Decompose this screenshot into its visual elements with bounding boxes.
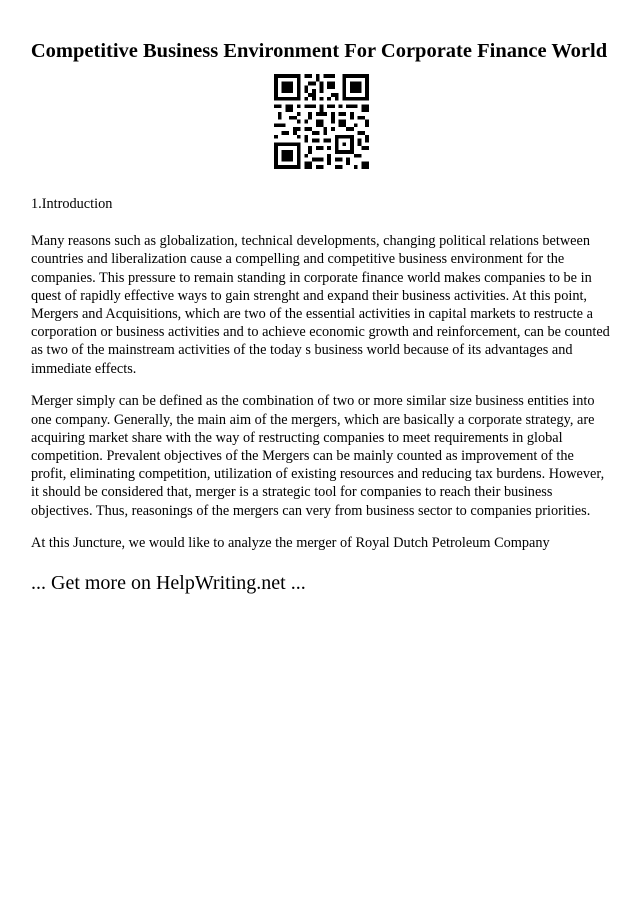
- paragraph-3: At this Juncture, we would like to analyze the merger of Royal Dutch Petroleum Company: [31, 535, 550, 552]
- qr-code-icon: [274, 74, 369, 169]
- get-more-link[interactable]: ... Get more on HelpWriting.net ...: [31, 572, 306, 594]
- paragraph-2: Merger simply can be defined as the combination of two or more similar size business entities into one company. Generally, the main aim of the mergers, which are basically a corporate strategy, are acquiring market share with the way of restructing companies to meet requirements in global competition. Prevalent objectives of the Mergers can be mainly counted as improvement of the profit, eliminating competition, utilization of existing resources and reducing tax burdens. However, it should be considered that, merger is a strategic tool for companies to reach their business objectives. Thus, reasonings of the mergers can very from business sector to companies priorities.: [31, 393, 605, 519]
- section-heading: 1.Introduction: [31, 196, 113, 212]
- document-body: [31, 195, 611, 552]
- paragraph-1: Many reasons such as globalization, technical developments, changing political relations between countries and liberalization cause a compelling and competitive business environment for the companies. This pressure to remain standing in corporate finance world makes companies to be in quest of rapidly effective ways to gain strenght and expand their business activities. At this point, Mergers and Acquisitions, which are two of the essential activities in capital markets to restructe a corporation or business activities and to achieve economic growth and reinforcement, can be counted as two of the mainstream activities of the today s business world because of its advantages and immediate effects.: [31, 233, 610, 377]
- document-title: Competitive Business Environment For Corporate Finance World: [30, 40, 608, 62]
